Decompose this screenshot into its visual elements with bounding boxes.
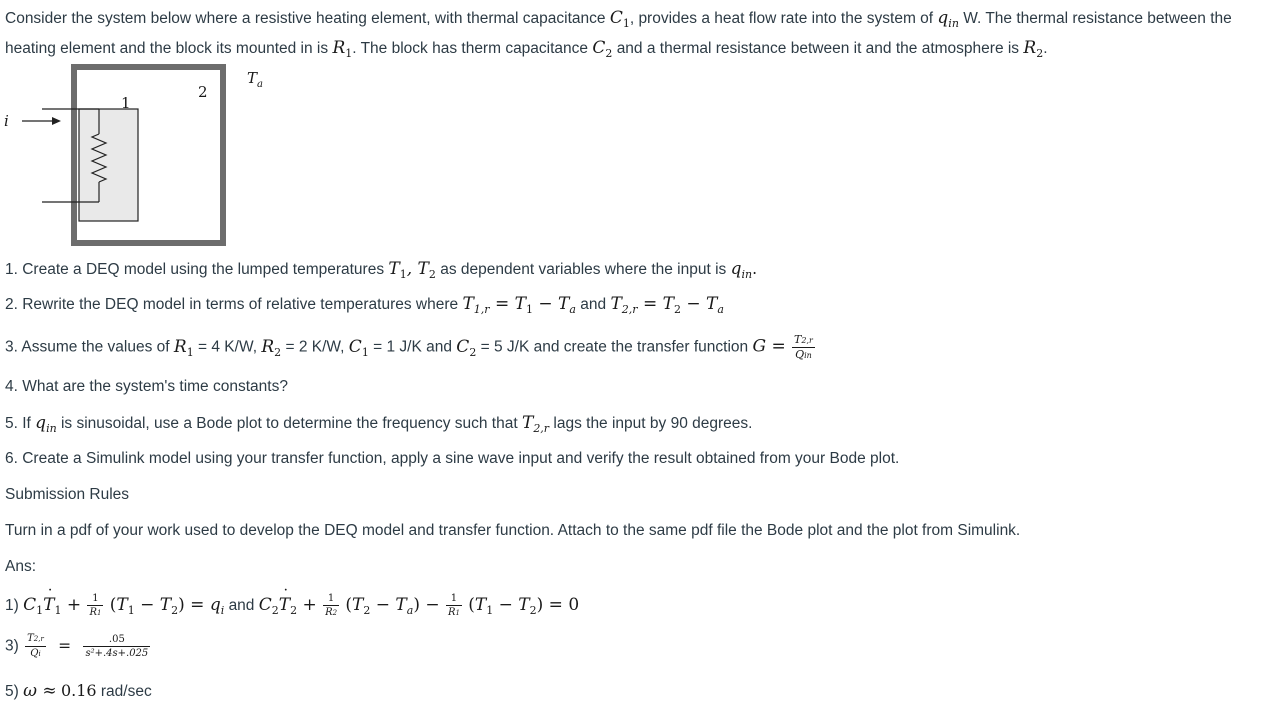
intro-text-1: Consider the system below where a resistive heating element, with thermal capacitance — [5, 10, 606, 27]
intro-text-5: and a thermal resistance between it and the atmosphere is — [616, 40, 1020, 57]
answer-3: 3) $\frac{T2,r}{Qi}$ = $\frac{.05}{\text{s²+.4s+.025}}$ — [5, 633, 149, 659]
answers-heading: Ans: — [5, 558, 37, 575]
answer-5: 5) ω ≈ 0.16 rad/sec — [5, 681, 152, 701]
question-6: 6. Create a Simulink model using your transfer function, apply a sine wave input and verify the result obtained from your Bode plot. — [5, 450, 900, 467]
submission-heading: Submission Rules — [5, 486, 130, 503]
node-2-label: 2 — [198, 83, 208, 101]
question-5: 5. If $q_{in}$ is sinusoidal, use a Bode plot to determine the frequency such that $T_{2,r}$ lags the input by 90 degrees. — [5, 413, 753, 435]
intro-text-2: , provides a heat flow rate into the system of — [629, 10, 934, 27]
node-1-label: 1 — [121, 94, 131, 112]
question-2: 2. Rewrite the DEQ model in terms of relative temperatures where $T_{1,r} = T_1 - T_a$ and $T_{2,r} = T_2 - T_a$ — [5, 294, 724, 316]
transfer-function-fraction: $\frac{T2,r}{\text{Qin}}$ — [794, 333, 813, 361]
question-3: 3. Assume the values of $R_1 = 4$ K/W, $R_2 = 2$ K/W, $C_1 = 1$ J/K and $C_2 = 5$ J/K and create the transfer function G = $\frac{T2,r}{\text{Qin}}$ — [5, 333, 813, 361]
intro-text-4: . The block has therm capacitance — [352, 40, 589, 57]
ambient-temp-label: $T_a$ — [247, 69, 263, 90]
thermal-system-diagram — [0, 62, 300, 252]
heating-element-box — [79, 109, 138, 221]
answer-3-transfer-function: $\frac{.05}{\text{s²+.4s+.025}}$ — [85, 634, 149, 659]
input-label: i — [4, 112, 9, 130]
intro-text-6: . — [1043, 40, 1048, 57]
intro-text-3: W. The thermal resistance between the heating element and the block its mounted in is — [5, 10, 1232, 57]
intro-paragraph: Consider the system below where a resistive heating element, with thermal capacitance $C_1$, provides a heat flow rate into the system of $q_{in}$ W. The thermal resistance between the heating element and the block its mounted in is $R_1$. The block has therm capacitance $C_2$ and a thermal resistance between it and the atmosphere is $R_2$. — [5, 8, 1232, 60]
answer-1: 1) $C_1T$ $˙_1$ + $\frac{1}{R1}$ $(T_1 - T_2) = q_i$ and $C_2T$ $˙_2$ + $\frac{1}{R2}$ $(T_2 - T_a)$ − $\frac{1}{R1}$ $(T_1 - T_2) = 0$ — [5, 592, 579, 620]
submission-body: Turn in a pdf of your work used to develop the DEQ model and transfer function. Attach to the same pdf file the Bode plot and the plot from Simulink. — [5, 522, 1021, 539]
question-1: 1. Create a DEQ model using the lumped temperatures $T_1$, $T_2$ as dependent variables where the input is $q_{in}$. — [5, 259, 758, 281]
question-4: 4. What are the system's time constants? — [5, 378, 288, 395]
